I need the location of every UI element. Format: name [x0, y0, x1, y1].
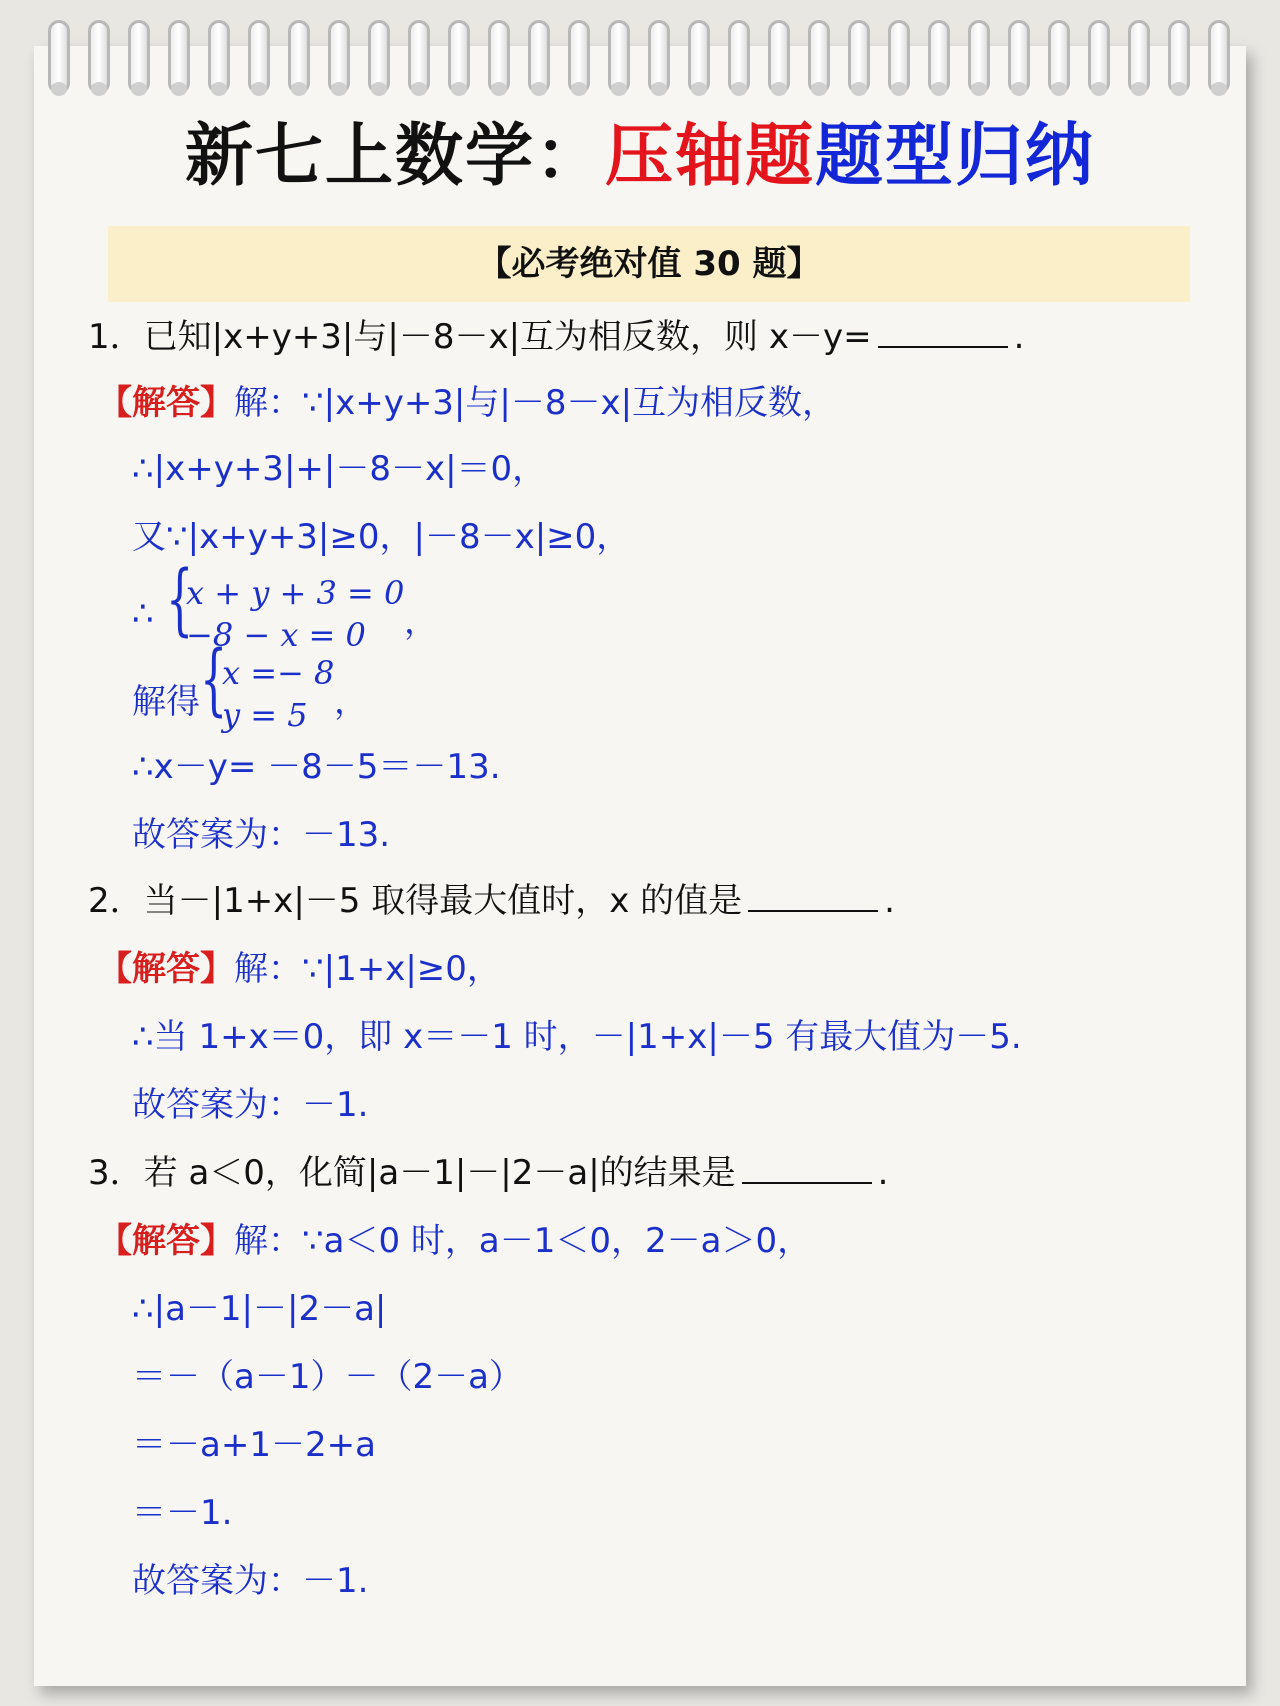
binding-hole	[371, 82, 387, 96]
answer-3-line-1	[98, 1216, 811, 1266]
question-1-text: 1．已知|x+y+3|与|－8－x|互为相反数，则 x－y=	[88, 317, 872, 357]
binding-hole	[171, 82, 187, 96]
binding-hole	[1131, 82, 1147, 96]
binding-hole	[891, 82, 907, 96]
page-title	[0, 112, 1280, 202]
system-2-comma: ，	[334, 682, 368, 722]
answer-1-text-1: 解：∵|x+y+3|与|－8－x|互为相反数，	[234, 383, 837, 423]
binding-hole	[131, 82, 147, 96]
binding-hole	[411, 82, 427, 96]
answer-2-text-1: 解：∵|1+x|≥0，	[234, 949, 501, 989]
answer-1-line-1	[98, 378, 836, 428]
binding-hole	[1051, 82, 1067, 96]
binding-hole	[931, 82, 947, 96]
answer-1-line-7: 故答案为：－13.	[132, 815, 391, 855]
section-banner: 【必考绝对值 30 题】	[108, 226, 1190, 302]
binding-hole	[491, 82, 507, 96]
system-1-comma: ，	[404, 602, 438, 642]
system-2-equation-2: y = 5	[222, 696, 308, 734]
answer-3-text-1: 解：∵a＜0 时，a－1＜0，2－a＞0，	[234, 1221, 812, 1261]
binding-hole	[851, 82, 867, 96]
binding-hole	[1011, 82, 1027, 96]
binding-hole	[211, 82, 227, 96]
question-2	[88, 876, 895, 926]
answer-tag: 【解答】	[98, 949, 234, 989]
binding-hole	[651, 82, 667, 96]
answer-3-line-6: 故答案为：－1.	[132, 1561, 369, 1601]
binding-hole	[811, 82, 827, 96]
answer-blank-1	[878, 314, 1008, 348]
binding-hole	[1211, 82, 1227, 96]
binding-hole	[691, 82, 707, 96]
therefore-symbol: ∴	[132, 594, 154, 634]
binding-hole	[611, 82, 627, 96]
system-1-equation-1: x + y + 3 = 0	[186, 574, 405, 612]
answer-1-line-3: 又∵|x+y+3|≥0，|－8－x|≥0，	[132, 517, 631, 557]
question-2-text: 2．当－|1+x|－5 取得最大值时，x 的值是	[88, 881, 743, 921]
question-3-text: 3．若 a＜0，化简|a－1|－|2－a|的结果是	[88, 1153, 736, 1193]
title-part-2: 压轴题	[604, 117, 815, 196]
answer-3-line-3: ＝－（a－1）－（2－a）	[132, 1357, 523, 1397]
binding-hole	[331, 82, 347, 96]
binding-hole	[571, 82, 587, 96]
binding-hole	[291, 82, 307, 96]
solve-label: 解得	[132, 682, 200, 722]
answer-tag: 【解答】	[98, 1221, 234, 1261]
answer-3-line-2: ∴|a－1|－|2－a|	[132, 1289, 387, 1329]
answer-3-line-4: ＝－a+1－2+a	[132, 1425, 376, 1465]
answer-2-line-2: ∴当 1+x＝0，即 x＝－1 时，－|1+x|－5 有最大值为－5.	[132, 1017, 1022, 1057]
answer-blank-2	[748, 878, 878, 912]
equation-system-1	[132, 555, 452, 656]
binding-hole	[251, 82, 267, 96]
question-3-end: .	[877, 1153, 889, 1193]
binding-hole	[731, 82, 747, 96]
left-brace-2: {	[200, 635, 228, 725]
answer-blank-3	[742, 1150, 872, 1184]
binding-hole	[1091, 82, 1107, 96]
answer-1-line-6: ∴x－y= －8－5＝－13.	[132, 747, 501, 787]
answer-3-line-5: ＝－1.	[132, 1493, 233, 1533]
binding-hole	[531, 82, 547, 96]
title-part-3: 题型归纳	[815, 117, 1096, 196]
binding-hole	[971, 82, 987, 96]
binding-hole	[771, 82, 787, 96]
answer-1-line-2: ∴|x+y+3|+|－8－x|＝0，	[132, 449, 547, 489]
title-part-1: 新七上数学：	[184, 117, 605, 196]
answer-tag: 【解答】	[98, 383, 234, 423]
answer-2-line-1	[98, 944, 501, 994]
left-brace-1: {	[166, 555, 194, 645]
binding-hole	[451, 82, 467, 96]
question-1-end: .	[1013, 317, 1025, 357]
question-1	[88, 312, 1024, 362]
question-2-end: .	[884, 881, 895, 921]
system-2-equation-1: x =− 8	[222, 654, 335, 692]
answer-2-line-3: 故答案为：－1.	[132, 1085, 369, 1125]
spiral-binding	[40, 20, 1240, 100]
question-3	[88, 1148, 888, 1198]
binding-hole	[91, 82, 107, 96]
binding-hole	[51, 82, 67, 96]
binding-hole	[1171, 82, 1187, 96]
system-1-equation-2: −8 − x = 0	[186, 616, 366, 654]
